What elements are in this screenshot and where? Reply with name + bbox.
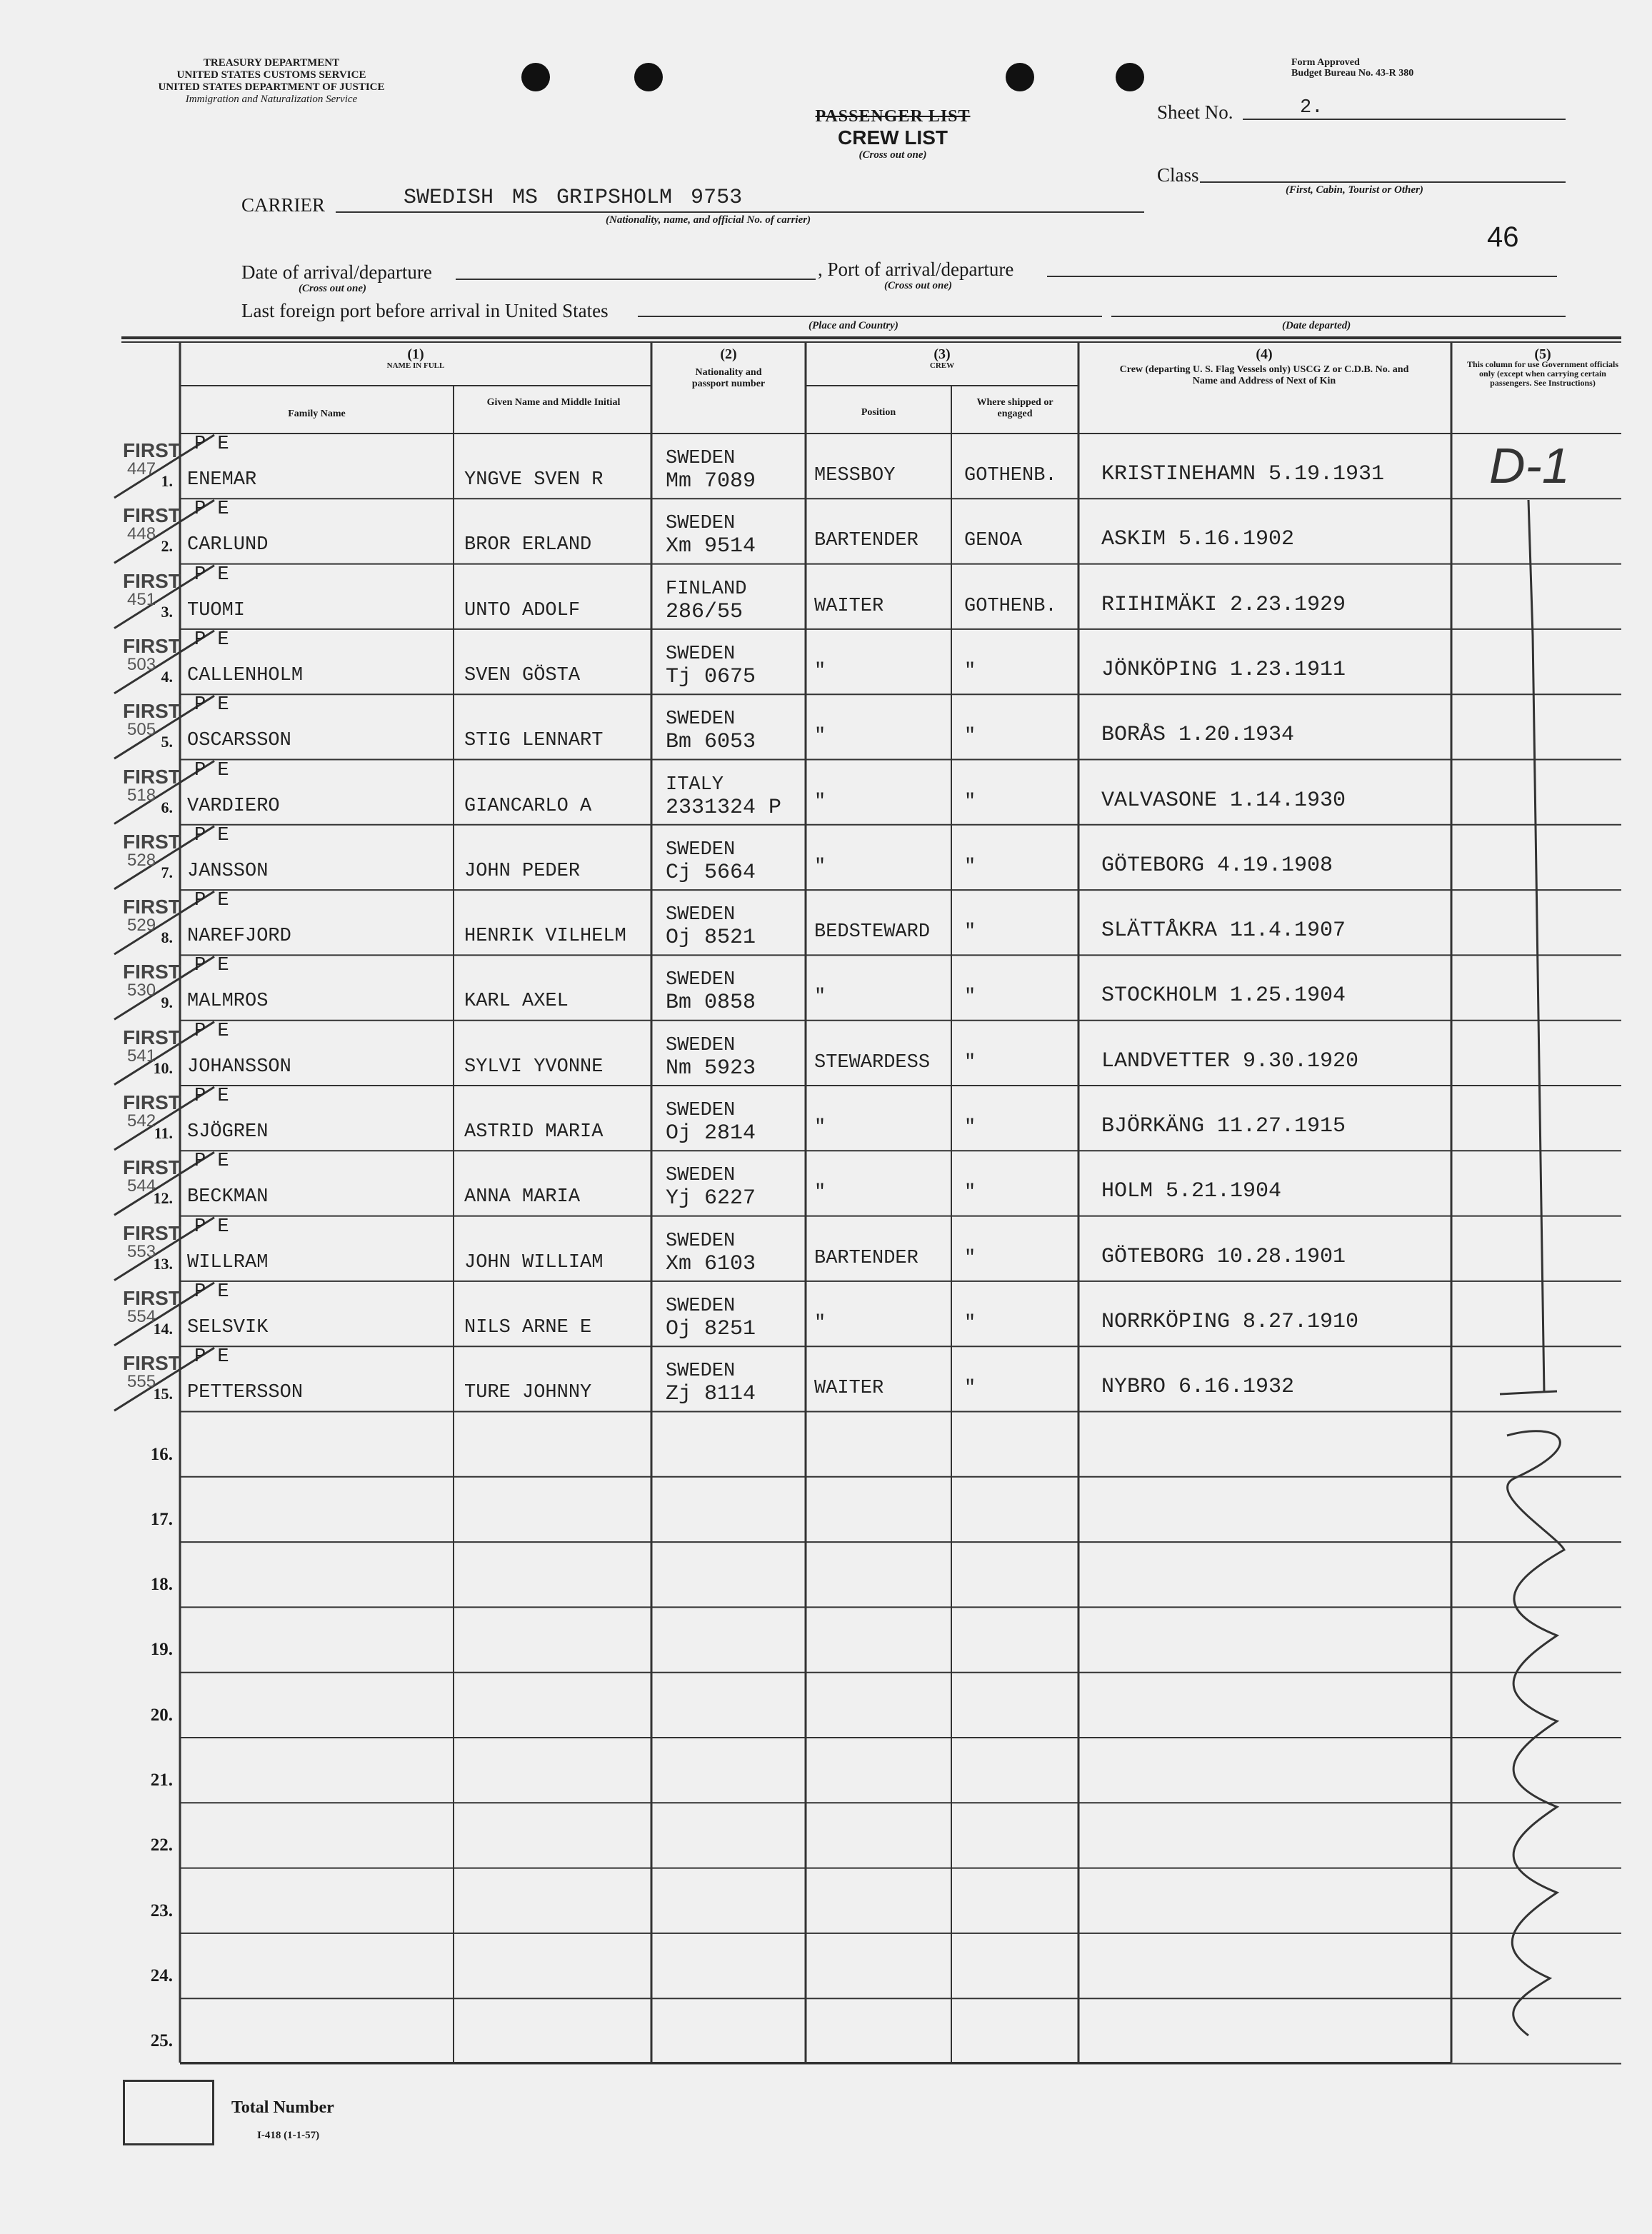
agency-line: TREASURY DEPARTMENT <box>203 57 340 69</box>
family-name: JOHANSSON <box>187 1056 291 1078</box>
row-tag: FIRST <box>123 1221 181 1244</box>
passport-number: Nm 5923 <box>666 1056 756 1081</box>
row-tag: FIRST <box>123 1156 181 1179</box>
row-number: 2. <box>161 537 173 556</box>
row-code: 530 <box>127 981 156 1001</box>
row-pe: P E <box>194 1346 229 1368</box>
row-number: 14. <box>153 1319 173 1338</box>
nationality: SWEDEN <box>666 904 736 926</box>
row-number: 18. <box>150 1575 173 1595</box>
row-code: 528 <box>127 850 156 870</box>
crew-position: " <box>814 986 826 1008</box>
passport-number: Oj 8521 <box>666 926 756 951</box>
row-code: 554 <box>127 1306 156 1326</box>
row-number: 6. <box>161 798 173 816</box>
row-pe: P E <box>194 434 229 455</box>
agency-line: UNITED STATES CUSTOMS SERVICE <box>176 69 366 81</box>
nationality: SWEDEN <box>666 448 736 469</box>
row-number: 19. <box>150 1640 173 1660</box>
next-of-kin: BJÖRKÄNG 11.27.1915 <box>1101 1114 1346 1138</box>
given-header: Given Name and Middle Initial <box>486 397 621 408</box>
row-tag: FIRST <box>123 896 181 918</box>
family-name: SJÖGREN <box>187 1121 269 1143</box>
row-tag: FIRST <box>123 765 181 788</box>
row-pe: P E <box>194 694 229 716</box>
row-tag: FIRST <box>123 439 181 461</box>
row-number: 23. <box>150 1900 173 1920</box>
row-number: 16. <box>150 1444 173 1464</box>
shipped-at: " <box>964 856 976 878</box>
next-of-kin: SLÄTTÅKRA 11.4.1907 <box>1101 918 1346 943</box>
row-number: 22. <box>150 1835 173 1855</box>
col2-header <box>651 346 806 390</box>
col4-num: (4) <box>1256 346 1273 362</box>
col3-num: (3) <box>933 346 951 362</box>
form-approved-line: Form Approved <box>1291 57 1360 68</box>
row-pe: P E <box>194 628 229 651</box>
next-of-kin: KRISTINEHAMN 5.19.1931 <box>1101 462 1385 486</box>
crew-position: " <box>814 791 826 813</box>
next-of-kin: LANDVETTER 9.30.1920 <box>1101 1048 1359 1073</box>
row-code: 553 <box>127 1241 156 1261</box>
crew-position: MESSBOY <box>814 465 896 486</box>
row-code: 505 <box>127 720 156 740</box>
passport-number: Xm 6103 <box>666 1251 756 1276</box>
shipped-at: " <box>964 986 976 1008</box>
row-pe: P E <box>194 759 229 781</box>
col2-title: Nationality and passport number <box>691 367 766 389</box>
family-name: VARDIERO <box>187 795 280 817</box>
family-name: SELSVIK <box>187 1316 269 1338</box>
nationality: FINLAND <box>666 578 747 600</box>
passport-number: Zj 8114 <box>666 1382 756 1407</box>
row-tag: FIRST <box>123 1026 181 1048</box>
nationality: SWEDEN <box>666 838 736 861</box>
row-code: 518 <box>127 785 156 805</box>
nationality: SWEDEN <box>666 1165 736 1187</box>
given-name: JOHN WILLIAM <box>464 1251 604 1273</box>
crew-position: STEWARDESS <box>814 1051 931 1073</box>
carrier-label: CARRIER <box>241 194 326 216</box>
row-pe: P E <box>194 1281 229 1303</box>
col4-header <box>1114 346 1414 387</box>
title-main: CREW LIST <box>838 126 948 149</box>
given-name: YNGVE SVEN R <box>464 469 604 491</box>
given-name: NILS ARNE E <box>464 1316 592 1338</box>
crew-position: " <box>814 1182 826 1204</box>
nationality: SWEDEN <box>666 643 736 665</box>
shipped-at: " <box>964 1051 976 1073</box>
row-tag: FIRST <box>123 961 181 983</box>
class-note: (First, Cabin, Tourist or Other) <box>1286 184 1423 196</box>
row-tag: FIRST <box>123 569 181 592</box>
given-name: SVEN GÖSTA <box>464 664 581 686</box>
family-name: OSCARSSON <box>187 730 291 752</box>
col4-title: Crew (departing U. S. Flag Vessels only) USCG Z or C.D.B. No. and Name and Address of Next of Kin <box>1119 364 1409 386</box>
shipped-at: GOTHENB. <box>964 465 1057 486</box>
family-name: MALMROS <box>187 991 269 1013</box>
row-code: 451 <box>127 589 156 609</box>
row-number: 21. <box>150 1770 173 1790</box>
row-tag: FIRST <box>123 700 181 723</box>
family-name: CALLENHOLM <box>187 664 304 686</box>
port-note: (Cross out one) <box>884 280 953 291</box>
row-number: 17. <box>150 1509 173 1529</box>
port-label: , Port of arrival/departure <box>818 259 1014 280</box>
crew-position: BEDSTEWARD <box>814 921 931 943</box>
row-number: 11. <box>154 1124 173 1142</box>
crew-position: BARTENDER <box>814 1247 918 1269</box>
next-of-kin: GÖTEBORG 4.19.1908 <box>1101 853 1333 878</box>
given-name: ANNA MARIA <box>464 1186 581 1208</box>
next-of-kin: GÖTEBORG 10.28.1901 <box>1101 1244 1346 1269</box>
row-number: 1. <box>161 472 173 490</box>
shipped-at: " <box>964 921 976 943</box>
next-of-kin: STOCKHOLM 1.25.1904 <box>1101 983 1346 1008</box>
official-bracket <box>1443 493 1586 2064</box>
shipped-at: " <box>964 791 976 813</box>
crew-position: WAITER <box>814 1378 884 1400</box>
row-code: 544 <box>127 1176 156 1196</box>
next-of-kin: ASKIM 5.16.1902 <box>1101 527 1295 552</box>
row-tag: FIRST <box>123 634 181 657</box>
row-tag: FIRST <box>123 1091 181 1113</box>
last-port-date-note: (Date departed) <box>1282 320 1351 331</box>
passport-number: 286/55 <box>666 599 744 624</box>
form-id: I-418 (1-1-57) <box>257 2130 320 2141</box>
row-number: 20. <box>150 1705 173 1725</box>
row-pe: P E <box>194 890 229 912</box>
row-number: 13. <box>153 1254 173 1273</box>
family-name: PETTERSSON <box>187 1382 304 1404</box>
given-name: BROR ERLAND <box>464 534 592 556</box>
row-code: 448 <box>127 524 156 544</box>
passport-number: Xm 9514 <box>666 534 756 559</box>
col1-num: (1) <box>407 346 424 362</box>
family-header: Family Name <box>288 409 346 419</box>
row-number: 7. <box>161 863 173 881</box>
sheet-value: 2. <box>1300 97 1323 119</box>
family-name: NAREFJORD <box>187 926 291 948</box>
shipped-at: GENOA <box>964 530 1023 552</box>
col1-title: NAME IN FULL <box>386 361 445 370</box>
shipped-at: " <box>964 660 976 682</box>
given-name: SYLVI YVONNE <box>464 1056 604 1078</box>
row-number: 10. <box>153 1058 173 1077</box>
crew-position: " <box>814 1312 826 1334</box>
nationality: SWEDEN <box>666 708 736 731</box>
row-number: 5. <box>161 733 173 751</box>
given-name: KARL AXEL <box>464 991 569 1013</box>
row-pe: P E <box>194 1020 229 1042</box>
class-label: Class <box>1157 164 1199 186</box>
shipped-at: " <box>964 1182 976 1204</box>
next-of-kin: VALVASONE 1.14.1930 <box>1101 788 1346 813</box>
shipped-at: " <box>964 1247 976 1269</box>
passport-number: Yj 6227 <box>666 1186 756 1211</box>
carrier-value: SWEDISH MS GRIPSHOLM 9753 <box>404 186 743 210</box>
row-number: 24. <box>150 1965 173 1985</box>
row-tag: FIRST <box>123 1352 181 1375</box>
total-number-box <box>123 2080 214 2145</box>
crew-position: WAITER <box>814 595 884 617</box>
next-of-kin: NYBRO 6.16.1932 <box>1101 1375 1295 1400</box>
row-code: 529 <box>127 916 156 936</box>
passport-number: Oj 8251 <box>666 1316 756 1341</box>
col3-title: CREW <box>929 361 955 370</box>
row-tag: FIRST <box>123 830 181 853</box>
col5-num: (5) <box>1534 346 1551 362</box>
sheet-label: Sheet No. <box>1157 101 1233 123</box>
row-pe: P E <box>194 824 229 846</box>
row-number: 12. <box>153 1189 173 1208</box>
shipped-at: GOTHENB. <box>964 595 1057 617</box>
agency-line: Immigration and Naturalization Service <box>185 94 358 105</box>
given-name: TURE JOHNNY <box>464 1382 592 1404</box>
crew-position: BARTENDER <box>814 530 918 552</box>
shipped-at: " <box>964 1312 976 1334</box>
agency-line: UNITED STATES DEPARTMENT OF JUSTICE <box>158 81 385 93</box>
shipped-at: " <box>964 1117 976 1138</box>
row-number: 25. <box>150 2031 173 2051</box>
official-mark: D-1 <box>1489 438 1570 494</box>
passport-number: Cj 5664 <box>666 860 756 885</box>
family-name: ENEMAR <box>187 469 257 491</box>
family-name: TUOMI <box>187 599 246 621</box>
col1-header <box>180 346 651 371</box>
row-number: 4. <box>161 667 173 686</box>
position-header: Position <box>861 407 896 418</box>
last-port-note: (Place and Country) <box>809 320 898 331</box>
family-name: BECKMAN <box>187 1186 269 1208</box>
row-number: 3. <box>161 602 173 621</box>
passport-number: Tj 0675 <box>666 664 756 689</box>
nationality: SWEDEN <box>666 1295 736 1317</box>
family-name: CARLUND <box>187 534 269 556</box>
title-crossed: PASSENGER LIST <box>815 107 971 126</box>
row-code: 447 <box>127 459 156 479</box>
passport-number: 2331324 P <box>666 795 782 820</box>
passport-number: Mm 7089 <box>666 469 756 494</box>
passport-number: Oj 2814 <box>666 1121 756 1146</box>
nationality: SWEDEN <box>666 513 736 535</box>
nationality: SWEDEN <box>666 1230 736 1252</box>
row-pe: P E <box>194 499 229 521</box>
row-code: 555 <box>127 1372 156 1392</box>
passport-number: Bm 6053 <box>666 730 756 755</box>
nationality: SWEDEN <box>666 1100 736 1121</box>
col2-num: (2) <box>720 346 737 362</box>
nationality: SWEDEN <box>666 969 736 991</box>
page-mark: 46 <box>1487 221 1519 253</box>
row-number: 9. <box>161 993 173 1012</box>
nationality: SWEDEN <box>666 1361 736 1383</box>
title-note: (Cross out one) <box>858 149 927 161</box>
shipped-at: " <box>964 726 976 748</box>
col3-header <box>806 346 1078 371</box>
form-approved-line: Budget Bureau No. 43-R 380 <box>1291 68 1414 79</box>
col5-header <box>1464 346 1621 388</box>
row-number: 8. <box>161 928 173 947</box>
given-name: UNTO ADOLF <box>464 599 581 621</box>
arrival-label: Date of arrival/departure <box>241 261 432 283</box>
row-pe: P E <box>194 1216 229 1238</box>
next-of-kin: JÖNKÖPING 1.23.1911 <box>1101 657 1346 682</box>
row-pe: P E <box>194 1151 229 1173</box>
crew-position: " <box>814 726 826 748</box>
row-code: 503 <box>127 654 156 674</box>
row-number: 15. <box>153 1385 173 1403</box>
given-name: ASTRID MARIA <box>464 1121 604 1143</box>
row-pe: P E <box>194 955 229 977</box>
next-of-kin: HOLM 5.21.1904 <box>1101 1179 1282 1204</box>
nationality: SWEDEN <box>666 1034 736 1056</box>
given-name: STIG LENNART <box>464 730 604 752</box>
crew-position: " <box>814 660 826 682</box>
given-name: JOHN PEDER <box>464 860 581 882</box>
shipped-header: Where shipped or engaged <box>976 397 1053 419</box>
row-pe: P E <box>194 1086 229 1107</box>
family-name: JANSSON <box>187 860 269 882</box>
row-tag: FIRST <box>123 504 181 527</box>
nationality: ITALY <box>666 773 724 796</box>
next-of-kin: BORÅS 1.20.1934 <box>1101 723 1295 748</box>
given-name: GIANCARLO A <box>464 795 592 817</box>
next-of-kin: RIIHIMÄKI 2.23.1929 <box>1101 592 1346 617</box>
row-pe: P E <box>194 563 229 586</box>
crew-position: " <box>814 1117 826 1138</box>
passport-number: Bm 0858 <box>666 991 756 1016</box>
next-of-kin: NORRKÖPING 8.27.1910 <box>1101 1309 1359 1334</box>
family-name: WILLRAM <box>187 1251 269 1273</box>
row-tag: FIRST <box>123 1286 181 1309</box>
given-name: HENRIK VILHELM <box>464 926 626 948</box>
arrival-note: (Cross out one) <box>299 283 367 294</box>
last-port-label: Last foreign port before arrival in United States <box>241 300 609 321</box>
carrier-note: (Nationality, name, and official No. of carrier) <box>606 214 811 226</box>
col5-title: This column for use Government officials only (except when carrying certain passengers. See Instructions) <box>1466 359 1619 388</box>
row-code: 542 <box>127 1111 156 1131</box>
shipped-at: " <box>964 1378 976 1400</box>
row-code: 541 <box>127 1046 156 1066</box>
crew-position: " <box>814 856 826 878</box>
total-number-label: Total Number <box>231 2098 334 2117</box>
